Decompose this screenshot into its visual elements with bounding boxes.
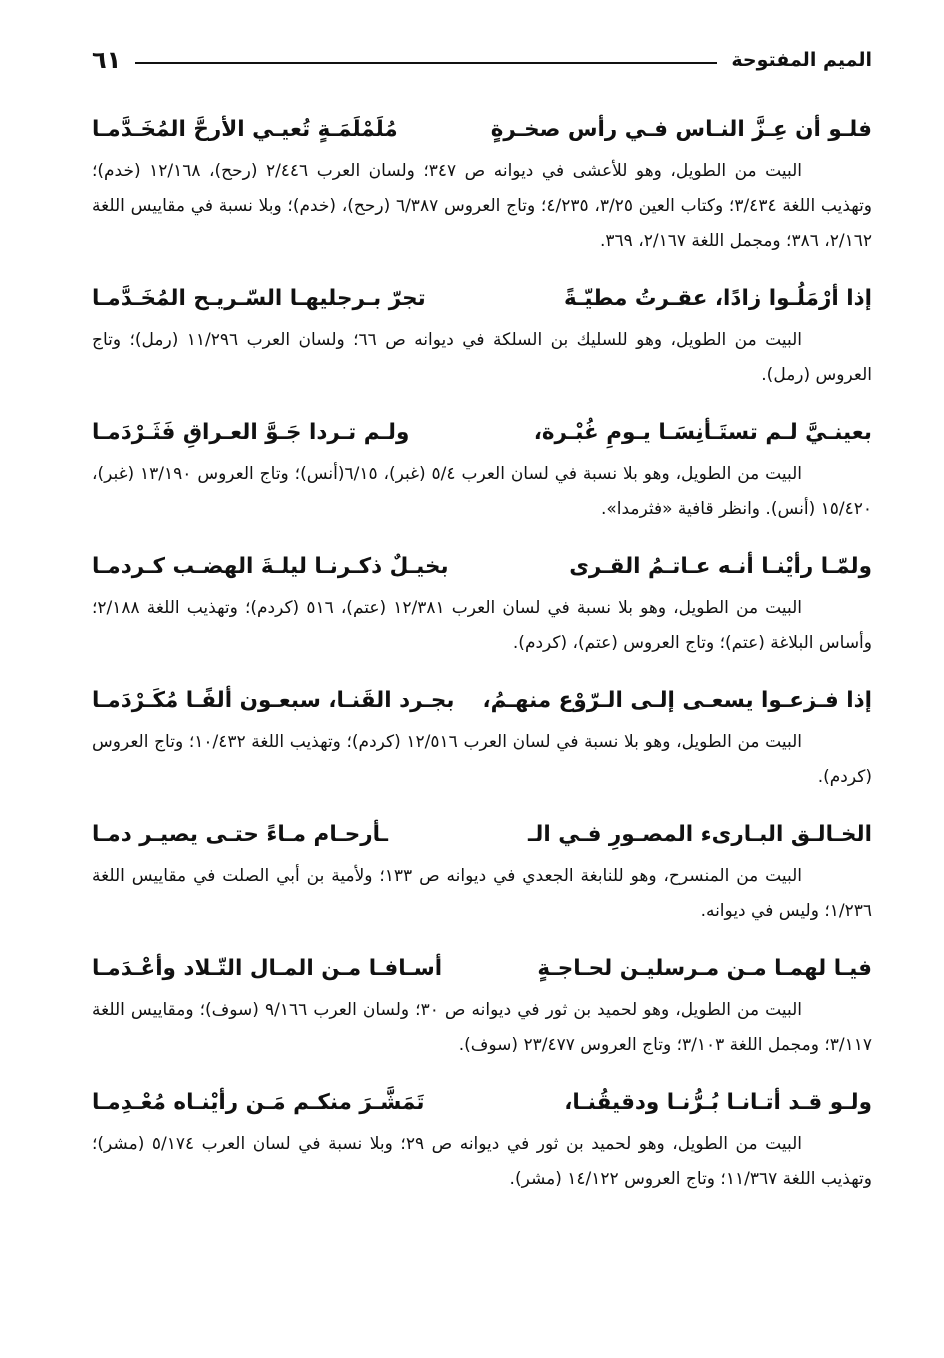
verse-line — [92, 110, 872, 150]
verse-commentary: البيت من المنسرح، وهو للنابغة الجعدي في ديوانه ص ١٣٣؛ ولأمية بن أبي الصلت في مقاييس اللغة ١/٢٣٦؛ وليس في ديوانه. — [92, 866, 872, 921]
verse-entry — [92, 1083, 872, 1197]
first-hemistich: إذا أرْمَلُـوا زادًا، عقـرتُ مطيّـةً — [564, 286, 872, 311]
second-hemistich: بجـرد القَنـا، سبعـون ألفًـا مُكَـرْدَمـا — [92, 688, 455, 713]
page-number: ٦١ — [92, 46, 122, 74]
first-hemistich: فلـو أن عِـزَّ النـاس فـي رأس صخـرةٍ — [490, 117, 872, 142]
first-hemistich: إذا فـزعـوا يسعـى إلـى الـرّوْع منهـمُ، — [482, 688, 872, 713]
verse-line — [92, 1083, 872, 1123]
verse-entry — [92, 110, 872, 259]
verse-entry — [92, 815, 872, 929]
first-hemistich: ولـو قـد أتـانـا بُـرُّنـا ودقيقُنـا، — [564, 1090, 872, 1115]
header-rule — [135, 62, 717, 64]
verse-entry — [92, 949, 872, 1063]
first-hemistich: بعينـيَّ لـم تستَـأنِسَـا يـومِ غُبْـرة، — [533, 420, 872, 445]
second-hemistich: ـأرحـام مـاءً حتـى يصيـر دمـا — [92, 822, 389, 847]
running-title: الميم المفتوحة — [731, 49, 872, 71]
verse-entry — [92, 681, 872, 795]
verse-entry — [92, 413, 872, 527]
verse-line — [92, 547, 872, 587]
verse-commentary: البيت من الطويل، وهو للأعشى في ديوانه ص ٣٤٧؛ ولسان العرب ٢/٤٤٦ (رحح)، ١٢/١٦٨ (خدم)؛ وتهذيب اللغة ٣/٤٣٤؛ وكتاب العين ٣/٢٥، ٤/٢٣٥؛ وتاج العروس ٦/٣٨٧ (رحح)، (خدم)؛ وبلا نسبة في مقاييس اللغة ٢/١٦٢، ٣٨٦؛ ومجمل اللغة ٢/١٦٧، ٣٦٩. — [92, 161, 873, 251]
verse-commentary: البيت من الطويل، وهو بلا نسبة في لسان العرب ١٢/٣٨١ (عتم)، ٥١٦ (كردم)؛ وتهذيب اللغة ٢/١٨٨؛ وأساس البلاغة (عتم)؛ وتاج العروس (عتم)، (كردم). — [92, 598, 872, 653]
verse-commentary: البيت من الطويل، وهو للسليك بن السلكة في ديوانه ص ٦٦؛ ولسان العرب ١١/٢٩٦ (رمل)؛ وتاج العروس (رمل). — [92, 330, 872, 385]
verse-commentary: البيت من الطويل، وهو بلا نسبة في لسان العرب ١٢/٥١٦ (كردم)؛ وتهذيب اللغة ١٠/٤٣٢؛ وتاج العروس (كردم). — [92, 732, 872, 787]
second-hemistich: تَمَشَّـرَ منكـم مَـن رأيْنـاه مُعْـدِمـا — [92, 1090, 425, 1115]
verse-line — [92, 681, 872, 721]
verse-commentary: البيت من الطويل، وهو لحميد بن ثور في ديوانه ص ٢٩؛ وبلا نسبة في لسان العرب ٥/١٧٤ (مشر)؛ وتهذيب اللغة ١١/٣٦٧؛ وتاج العروس ١٤/١٢٢ (مشر). — [92, 1134, 872, 1189]
verse-entry — [92, 547, 872, 661]
second-hemistich: أسـافـا مـن المـال التّـلاد وأعْـدَمـا — [92, 956, 443, 981]
verse-commentary: البيت من الطويل، وهو بلا نسبة في لسان العرب ٥/٤ (غبر)، ٦/١٥(أنس)؛ وتاج العروس ١٣/١٩٠ (غبر)، ١٥/٤٢٠ (أنس). وانظر قافية «فثرمدا». — [92, 464, 872, 519]
verse-line — [92, 279, 872, 319]
verse-line — [92, 815, 872, 855]
first-hemistich: ولمّـا رأيْنـا أنـه عـاتـمُ القـرى — [569, 554, 872, 579]
verse-line — [92, 413, 872, 453]
first-hemistich: الخـالـق البـارىء المصـورِ فـي الـ — [527, 822, 872, 847]
second-hemistich: ولـم تـردا جَـوَّ العـراقِ فَثَـرْدَمـا — [92, 420, 410, 445]
second-hemistich: تجرّ بـرجليهـا السّـريـح المُخَـدَّمـا — [92, 286, 426, 311]
verse-entry — [92, 279, 872, 393]
second-hemistich: بخيـلٌ ذكـرنـا ليلـةَ الهضـب كـردمـا — [92, 554, 449, 579]
verse-line — [92, 949, 872, 989]
verse-commentary: البيت من الطويل، وهو لحميد بن ثور في ديوانه ص ٣٠؛ ولسان العرب ٩/١٦٦ (سوف)؛ ومقاييس اللغة ٣/١١٧؛ ومجمل اللغة ٣/١٠٣؛ وتاج العروس ٢٣/٤٧٧ (سوف). — [92, 1000, 872, 1055]
second-hemistich: مُلَمْلَمَـةٍ تُعيـي الأرحَّ المُخَـدَّمـا — [92, 117, 398, 142]
page-header — [92, 40, 872, 80]
first-hemistich: فيـا لهمـا مـن مـرسليـن لحـاجـةٍ — [537, 956, 872, 981]
